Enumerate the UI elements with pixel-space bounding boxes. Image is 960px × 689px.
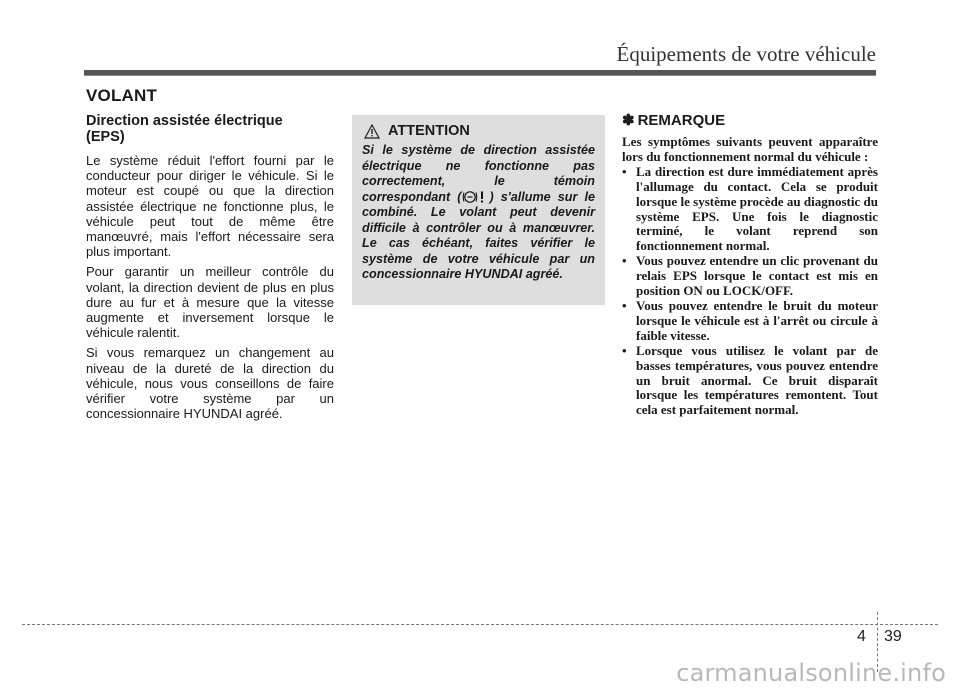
bullet-icon: • (622, 342, 627, 358)
eps-paragraph-1: Le système réduit l'effort fourni par le conducteur pour diriger le véhicule. Si le moteur est coupé ou que la direction assistée électrique ne fonctionne plus, le véhicule peut tout de même être manœuvré, mais l'effort nécessaire sera plus important. (86, 153, 334, 260)
chapter-header-title: Équipements de votre véhicule (616, 42, 876, 66)
section-title: VOLANT (86, 86, 158, 105)
bullet-icon: • (622, 297, 627, 313)
eps-paragraph-2: Pour garantir un meilleur contrôle du volant, la direction devient de plus en plus dure au fur et à mesure que la vitesse augmente et inversement lorsque le véhicule ralentit. (86, 264, 334, 341)
eps-heading-line2: (EPS) (86, 129, 125, 145)
attention-box (352, 115, 605, 305)
watermark: carmanualsonline.info (676, 659, 946, 687)
bullet-icon: • (622, 163, 627, 179)
remarque-list (622, 165, 878, 418)
header-rule-thin (84, 75, 876, 76)
list-item-text: La direction est dure immédiatement après l'allumage du contact. Cela se produit lorsque le système procède au diagnostic du système EPS. Une fois le diagnostic terminé, le volant reprend son fonctionnement normal. (636, 163, 878, 254)
footer-rule (22, 624, 938, 625)
eps-heading-line1: Direction assistée électrique (86, 113, 283, 129)
eps-column (86, 113, 334, 426)
list-item (622, 254, 878, 299)
bullet-icon: • (622, 253, 627, 269)
remarque-heading (622, 111, 878, 129)
eps-heading (86, 113, 334, 145)
list-item-text: Lorsque vous utilisez le volant par de basses températures, vous pouvez entendre un bruit anormal. Ce bruit disparaît lorsque les températures remontent. Tout cela est parfaitement normal. (636, 342, 878, 418)
list-item (622, 165, 878, 254)
attention-text-end: ) s'allume sur le combiné. Le volant peut devenir difficile à contrôler ou à manœuvrer. Le cas échéant, faites vérifier le système de votre véhicule par un concessionnaire HYUNDAI agréé. (362, 189, 595, 281)
eps-paragraph-3: Si vous remarquez un changement au niveau de la dureté de la direction du véhicule, nous vous conseillons de faire vérifier votre système par un concessionnaire HYUNDAI agréé. (86, 345, 334, 422)
remarque-column (622, 111, 878, 418)
page-number: 39 (884, 628, 902, 645)
list-item (622, 344, 878, 419)
list-item (622, 299, 878, 344)
attention-text (362, 143, 595, 283)
remarque-intro: Les symptômes suivants peuvent apparaître lors du fonctionnement normal du véhicule : (622, 134, 878, 164)
warning-triangle-icon (364, 124, 380, 139)
eps-warning-light-icon (462, 190, 488, 204)
attention-title: ATTENTION (388, 123, 470, 139)
attention-header (364, 121, 470, 141)
chapter-number: 4 (857, 628, 866, 645)
remarque-star-icon: ✽ (622, 112, 635, 129)
list-item-text: Vous pouvez entendre le bruit du moteur lorsque le véhicule est à l'arrêt ou circule à faible vitesse. (636, 297, 878, 343)
attention-text-start: Si le système de direction assistée électrique ne fonctionne pas correctement, le témoin correspondant ( (362, 143, 595, 204)
remarque-title: REMARQUE (637, 111, 726, 129)
list-item-text: Vous pouvez entendre un clic provenant du relais EPS lorsque le contact est mis en position ON ou LOCK/OFF. (636, 253, 878, 299)
